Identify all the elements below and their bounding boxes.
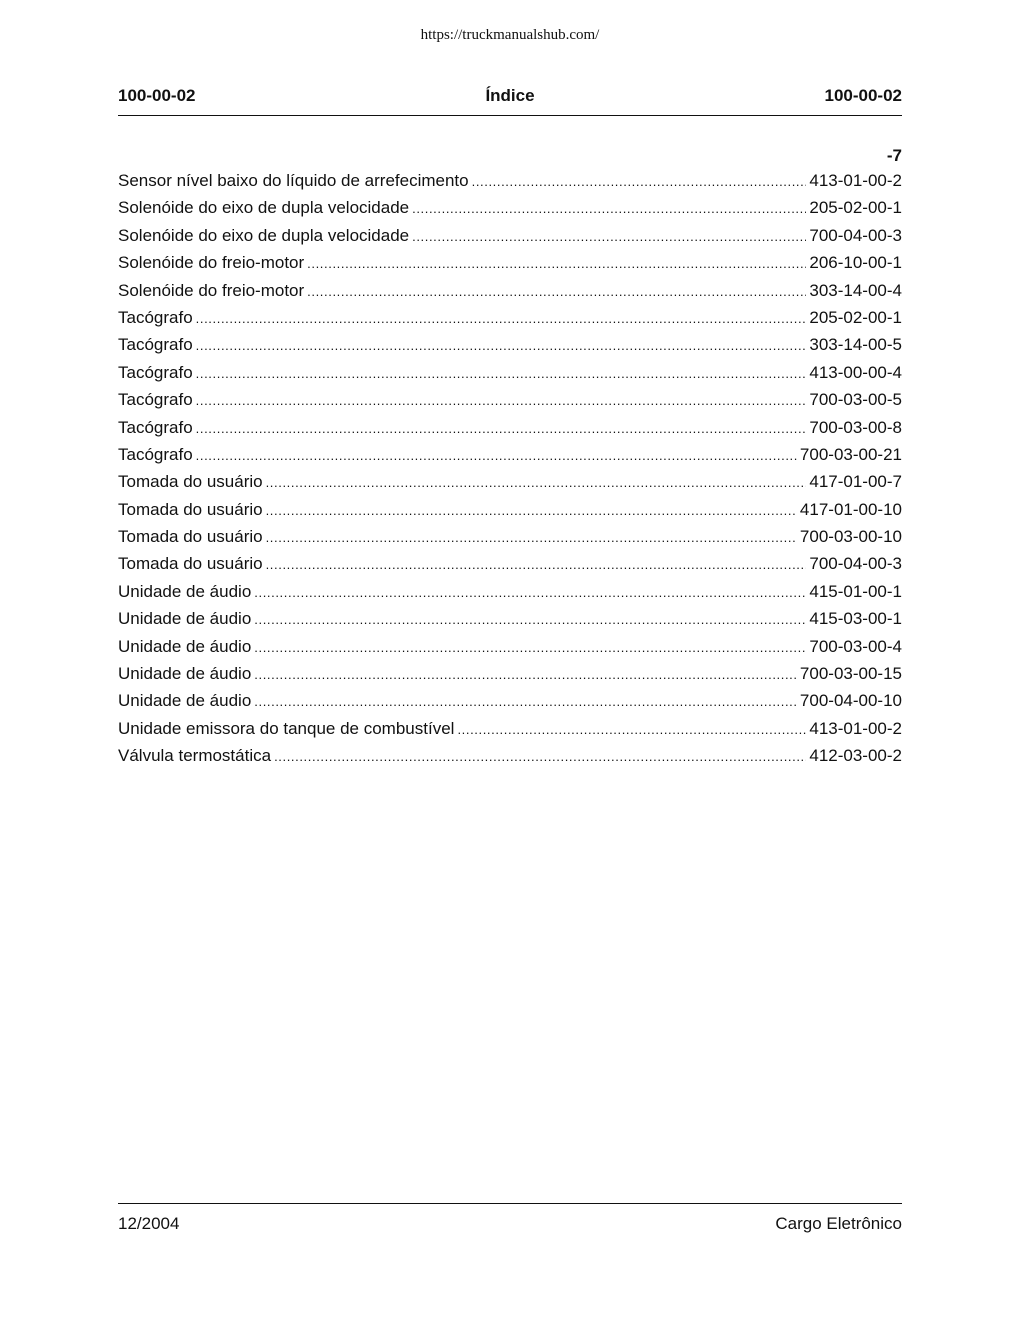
dot-leader	[254, 609, 806, 631]
header-title: Índice	[485, 86, 535, 105]
index-entry-label: Solenóide do eixo de dupla velocidade	[118, 225, 410, 245]
dot-leader	[472, 171, 807, 193]
index-entry	[118, 499, 902, 526]
index-entry	[118, 581, 902, 608]
dot-leader	[254, 664, 797, 686]
index-entry-page-ref: 700-03-00-8	[809, 417, 902, 437]
index-entry-page-ref: 700-04-00-3	[809, 225, 902, 245]
index-entry-list	[118, 170, 902, 773]
index-entry-label: Tacógrafo	[118, 335, 193, 355]
index-entry-page-ref: 700-03-00-5	[809, 390, 902, 410]
index-entry-label: Unidade de áudio	[118, 609, 252, 629]
index-entry-label: Tacógrafo	[118, 444, 193, 464]
footer-date: 12/2004	[118, 1214, 180, 1233]
dot-leader	[196, 418, 807, 440]
dot-leader	[307, 253, 806, 275]
index-entry-page-ref: 700-03-00-10	[799, 527, 902, 547]
index-entry	[118, 745, 902, 772]
index-entry-page-ref: 303-14-00-5	[809, 335, 902, 355]
index-entry-page-ref: 700-04-00-10	[799, 691, 902, 711]
index-entry-page-ref: 412-03-00-2	[809, 746, 902, 766]
index-entry-label: Tacógrafo	[118, 417, 193, 437]
index-entry-label: Tacógrafo	[118, 390, 193, 410]
footer-divider	[118, 1203, 902, 1204]
index-entry-page-ref: 413-01-00-2	[809, 171, 902, 190]
index-entry-page-ref: 415-01-00-1	[809, 581, 902, 601]
dot-leader	[412, 226, 806, 248]
index-entry-label: Unidade de áudio	[118, 664, 252, 684]
index-entry-label: Tomada do usuário	[118, 554, 263, 574]
index-entry	[118, 718, 902, 745]
index-entry	[118, 608, 902, 635]
index-entry	[118, 553, 902, 580]
index-entry-label: Unidade de áudio	[118, 636, 252, 656]
index-entry	[118, 690, 902, 717]
index-entry	[118, 170, 902, 197]
index-entry-page-ref: 700-04-00-3	[809, 554, 902, 574]
footer-publication: Cargo Eletrônico	[775, 1214, 902, 1233]
index-entry	[118, 197, 902, 224]
index-entry-page-ref: 700-03-00-4	[809, 636, 902, 656]
header-section-code-left: 100-00-02	[118, 86, 196, 105]
index-entry	[118, 334, 902, 361]
index-entry-label: Válvula termostática	[118, 746, 272, 766]
index-entry-page-ref: 205-02-00-1	[809, 307, 902, 327]
dot-leader	[254, 637, 806, 659]
index-entry-label: Tacógrafo	[118, 307, 193, 327]
dot-leader	[266, 554, 807, 576]
index-entry-label: Tomada do usuário	[118, 527, 263, 547]
dot-leader	[412, 198, 806, 220]
index-section-letter: -7	[886, 146, 902, 165]
header-divider	[118, 115, 902, 116]
index-entry-page-ref: 417-01-00-7	[809, 472, 902, 492]
dot-leader	[266, 472, 807, 494]
index-entry-page-ref: 415-03-00-1	[809, 609, 902, 629]
dot-leader	[196, 363, 807, 385]
index-entry-label: Unidade de áudio	[118, 581, 252, 601]
index-entry	[118, 471, 902, 498]
index-entry-label: Tomada do usuário	[118, 499, 263, 519]
index-entry-label: Tacógrafo	[118, 362, 193, 382]
index-entry-label: Unidade emissora do tanque de combustível	[118, 718, 455, 738]
index-entry-page-ref: 413-00-00-4	[809, 362, 902, 382]
index-entry-page-ref: 700-03-00-15	[799, 664, 902, 684]
index-entry	[118, 636, 902, 663]
index-entry	[118, 225, 902, 252]
index-entry	[118, 417, 902, 444]
dot-leader	[196, 390, 807, 412]
index-entry-page-ref: 700-03-00-21	[799, 444, 902, 464]
index-entry-page-ref: 417-01-00-10	[799, 499, 902, 519]
dot-leader	[266, 500, 797, 522]
index-entry-label: Unidade de áudio	[118, 691, 252, 711]
page-header	[118, 86, 902, 108]
index-entry-label: Solenóide do freio-motor	[118, 280, 305, 300]
dot-leader	[254, 691, 797, 713]
index-entry-label: Solenóide do freio-motor	[118, 253, 305, 273]
index-entry	[118, 663, 902, 690]
dot-leader	[196, 308, 807, 330]
header-section-code-right: 100-00-02	[824, 86, 902, 105]
dot-leader	[274, 746, 806, 768]
index-entry-label: Solenóide do eixo de dupla velocidade	[118, 198, 410, 218]
index-entry-page-ref: 205-02-00-1	[809, 198, 902, 218]
dot-leader	[196, 445, 797, 467]
index-entry-page-ref: 303-14-00-4	[809, 280, 902, 300]
index-entry	[118, 444, 902, 471]
index-entry	[118, 252, 902, 279]
dot-leader	[457, 719, 806, 741]
dot-leader	[307, 281, 806, 303]
index-entry	[118, 389, 902, 416]
index-entry	[118, 280, 902, 307]
index-entry-page-ref: 206-10-00-1	[809, 253, 902, 273]
index-entry-page-ref: 413-01-00-2	[809, 718, 902, 738]
dot-leader	[254, 582, 806, 604]
source-url[interactable]: https://truckmanualshub.com/	[420, 27, 600, 43]
dot-leader	[266, 527, 797, 549]
index-entry-label: Sensor nível baixo do líquido de arrefecimento	[118, 171, 469, 190]
dot-leader	[196, 335, 807, 357]
index-entry	[118, 526, 902, 553]
index-entry	[118, 307, 902, 334]
index-entry	[118, 362, 902, 389]
index-entry-label: Tomada do usuário	[118, 472, 263, 492]
